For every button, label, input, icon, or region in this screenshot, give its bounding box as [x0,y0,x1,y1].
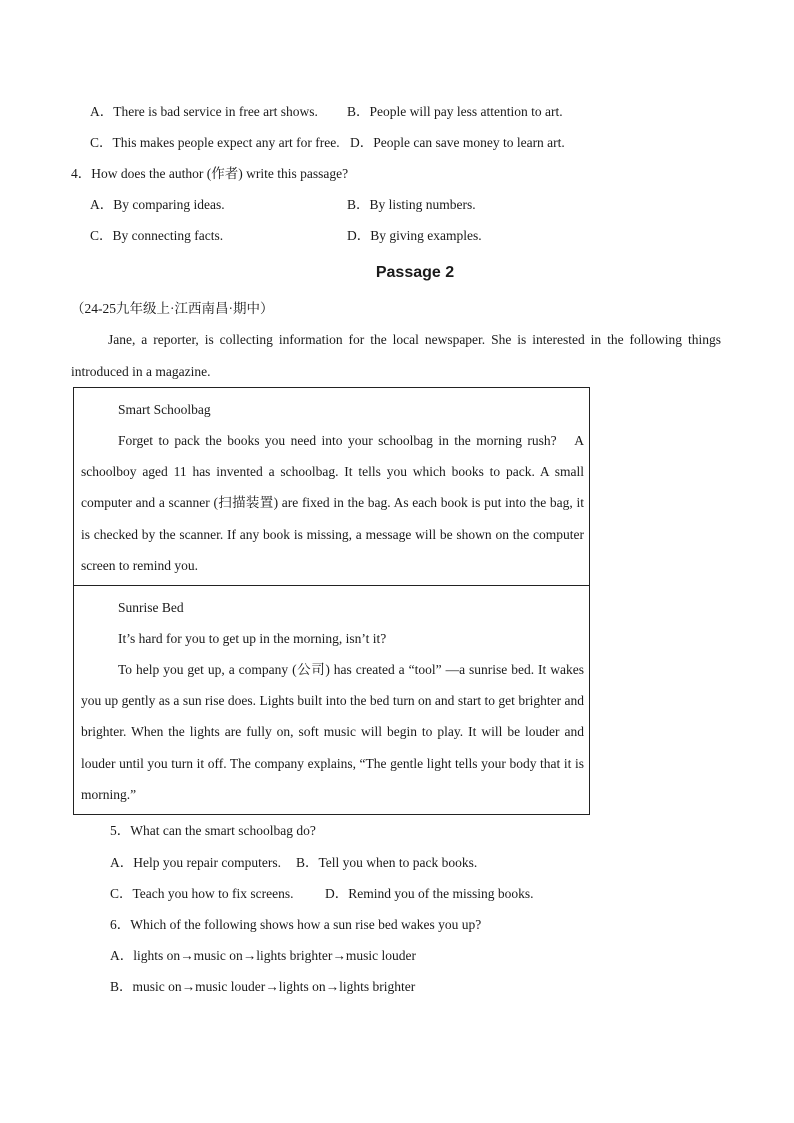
q6-option-b: B．music on→music louder→lights on→lights brighter [110,979,416,994]
smart-schoolbag-text: Forget to pack the books you need into your schoolbag in the morning rush? A schoolboy aged 11 has invented a schoolbag. It tells you which books to pack. A small computer and a scanner (扫描装置) are fixed in the bag. As each book is put into the bag, it is checked by the scanner. If any book is missing, a message will be shown on the computer screen to remind you. [81,433,584,573]
q4-option-a: A．By comparing ideas. [90,197,225,212]
q4-question: 4．How does the author (作者) write this passage? [71,166,349,181]
sunrise-bed-line1: It’s hard for you to get up in the morning, isn’t it? [118,631,387,646]
sunrise-bed-box [73,585,590,815]
passage-source: （24-25九年级上·江西南昌·期中） [71,301,274,316]
q4-option-c: C．By connecting facts. [90,228,224,243]
q5-option-c: C．Teach you how to fix screens. [110,886,294,901]
sunrise-bed-title: Sunrise Bed [118,600,184,615]
q5-question: 5．What can the smart schoolbag do? [110,823,316,838]
q5-option-a: A．Help you repair computers. [110,855,281,870]
smart-schoolbag-title: Smart Schoolbag [118,402,211,417]
q3-option-a: A．There is bad service in free art shows. [90,104,318,119]
q5-option-b: B．Tell you when to pack books. [296,855,478,870]
sunrise-bed-text: To help you get up, a company (公司) has created a “tool” —a sunrise bed. It wakes you up gently as a sun rise does. Lights built into the bed turn on and start to get brighter and brighter. When the lights are fully on, soft music will begin to play. It will be louder and louder until you turn it off. The company explains, “The gentle light tells your body that it is morning.” [81,662,584,802]
smart-schoolbag-box [73,387,590,586]
passage-title: Passage 2 [375,264,455,281]
passage-intro: Jane, a reporter, is collecting information for the local newspaper. She is interested in the following things introduced in a magazine. [71,332,721,379]
q6-option-a: A．lights on→music on→lights brighter→music louder [110,948,416,963]
q3-option-b: B．People will pay less attention to art. [347,104,563,119]
q4-option-b: B．By listing numbers. [347,197,476,212]
q3-option-c: C．This makes people expect any art for free. [90,135,340,150]
q4-option-d: D．By giving examples. [347,228,482,243]
q3-option-d: D．People can save money to learn art. [350,135,565,150]
q5-option-d: D．Remind you of the missing books. [325,886,534,901]
q6-question: 6．Which of the following shows how a sun rise bed wakes you up? [110,917,482,932]
